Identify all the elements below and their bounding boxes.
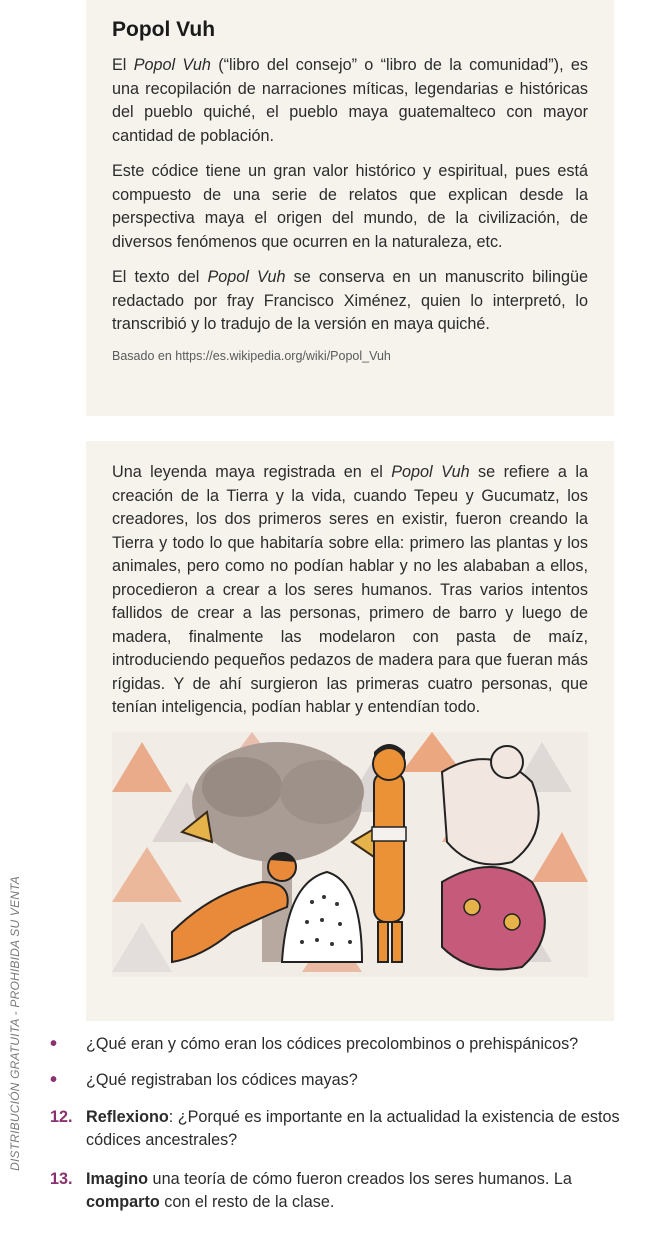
- paragraph-2: Este códice tiene un gran valor histórico y espiritual, pues está compuesto de una serie de relatos que explican desde la perspectiva maya el origen del mundo, de la civilización, de diversos fenómenos que ocurren en la naturaleza, etc.: [112, 162, 588, 251]
- distribution-notice: DISTRIBUCIÓN GRATUITA - PROHIBIDA SU VENTA: [8, 875, 22, 1171]
- source-citation: Basado en https://es.wikipedia.org/wiki/Popol_Vuh: [112, 348, 391, 363]
- maya-codex-creation-illustration-icon: [112, 732, 588, 977]
- bullet-marker: •: [50, 1033, 58, 1055]
- activity-number: 12.: [50, 1108, 73, 1126]
- question-item: [50, 1069, 650, 1092]
- activity-verb-2: comparto: [86, 1193, 160, 1211]
- question-item: [50, 1033, 650, 1056]
- activity-verb: Reflexiono: [86, 1108, 169, 1126]
- activity-12: 12. Reflexiono: ¿Porqué es importante en la actualidad la existencia de estos códices ancestrales?: [50, 1108, 620, 1149]
- legend-paragraph: Una leyenda maya registrada en el Popol Vuh se refiere a la creación de la Tierra y la vida, cuando Tepeu y Gucumatz, los creadores, los dos primeros seres en existir, fueron creando la Tierra y todo lo que habitaría sobre ella: primero las plantas y los animales, pero como no podían hablar y no les alababan a ellos, procedieron a crear a los seres humanos. Tras varios intentos fallidos de crear a las personas, primero de barro y luego de madera, finalmente las modelaron con pasta de maíz, introduciendo pequeños pedazos de madera para que fueran más rígidas. Y de ahí surgieron las primeras cuatro personas, que tenían inteligencia, podían hablar y entendían todo.: [112, 463, 588, 716]
- box-title: Popol Vuh: [112, 18, 216, 41]
- bullet-marker: •: [50, 1069, 58, 1091]
- question-text: ¿Qué eran y cómo eran los códices precolombinos o prehispánicos?: [86, 1035, 579, 1053]
- popol-vuh-info-box: [86, 0, 614, 416]
- activity-13: 13. Imagino una teoría de cómo fueron creados los seres humanos. La comparto con el resto de la clase.: [50, 1170, 572, 1211]
- activity-number: 13.: [50, 1170, 73, 1188]
- legend-box: [86, 441, 614, 1021]
- question-text: ¿Qué registraban los códices mayas?: [86, 1071, 358, 1089]
- activity-verb: Imagino: [86, 1170, 149, 1188]
- paragraph-3: El texto del Popol Vuh se conserva en un manuscrito bilingüe redactado por fray Francisco Ximénez, quien lo interpretó, lo transcribió y lo tradujo de la versión en maya quiché.: [112, 268, 588, 333]
- paragraph-1: El Popol Vuh (“libro del consejo” o “libro de la comunidad”), es una recopilación de narraciones míticas, legendarias e históricas del pueblo quiché, el pueblo maya guatemalteco con mayor cantidad de población.: [112, 56, 588, 145]
